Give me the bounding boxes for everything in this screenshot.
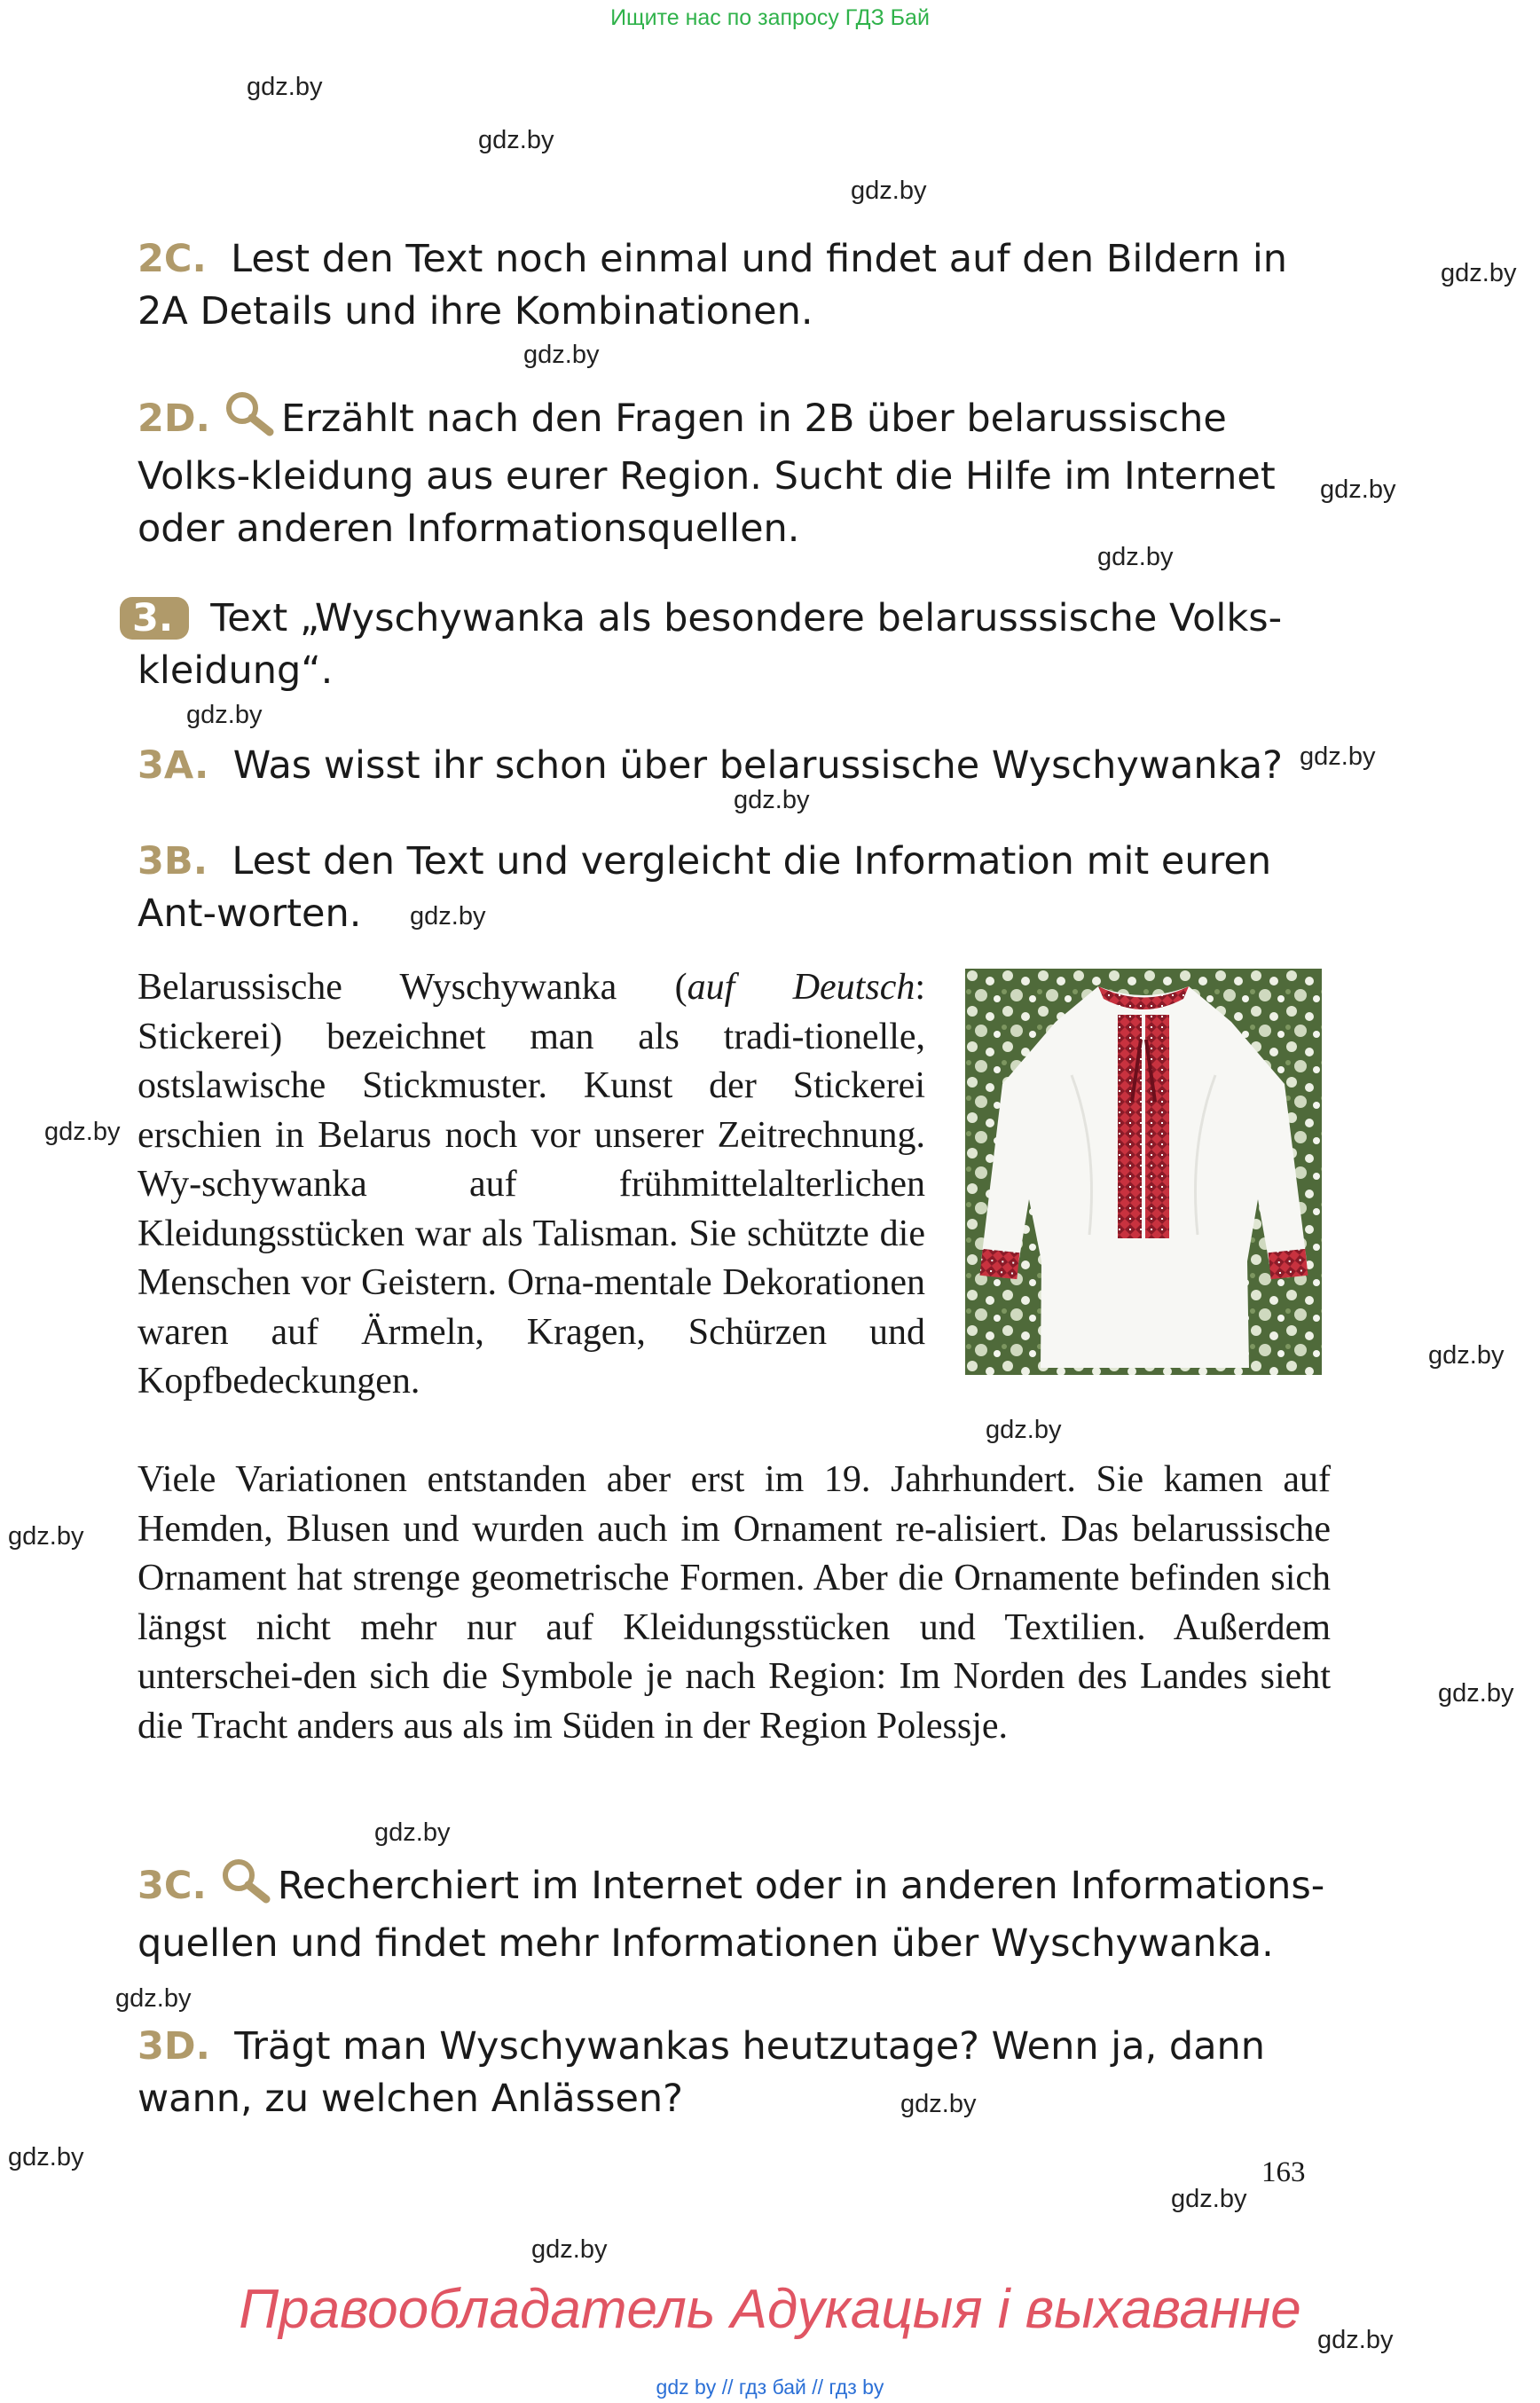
watermark: gdz.by [8,2143,84,2171]
watermark: gdz.by [115,1984,192,2013]
watermark: gdz.by [1438,1679,1514,1708]
exercise-text: Lest den Text und vergleicht die Information mit euren Ant-worten. [138,839,1272,936]
watermark: gdz.by [523,341,600,369]
copyright-footer: Правообладатель Адукацыя і выхаванне [239,2279,1301,2340]
exercise-number: 3A. [138,743,209,788]
exercise-text: Lest den Text noch einmal und findet auf den Bildern in 2A Details und ihre Kombinationen. [138,237,1288,334]
exercise-number: 3B. [138,839,208,883]
watermark: gdz.by [410,902,486,931]
article-lead: Belarussische Wyschywanka ( [138,967,688,1008]
exercise-text: Erzählt nach den Fragen in 2B über belarussische Volks-kleidung aus eurer Region. Sucht die Hilfe im Internet oder anderen Informationsquellen. [138,397,1276,551]
watermark: gdz.by [851,177,927,205]
exercise-number: 3D. [138,2024,210,2069]
exercise-2c [138,233,1331,338]
watermark: gdz.by [44,1118,121,1146]
watermark: gdz.by [1320,475,1396,504]
exercise-3b [138,836,1331,940]
page-number: 163 [1261,2156,1306,2188]
exercise-number: 2D. [138,397,210,441]
watermark: gdz.by [531,2235,608,2264]
watermark: gdz.by [8,1522,84,1551]
section-badge: 3. [120,597,189,640]
bottom-links[interactable]: gdz by // гдз бай // гдз by [656,2376,884,2399]
exercise-number: 3C. [138,1864,207,1908]
watermark: gdz.by [186,701,263,729]
exercise-text: Was wisst ihr schon über belarussische Wyschywanka? [232,743,1283,788]
exercise-text: Trägt man Wyschywankas heutzutage? Wenn ja, dann wann, zu welchen Anlässen? [138,2024,1266,2121]
watermark: gdz.by [1097,543,1174,571]
watermark: gdz.by [1428,1341,1505,1370]
magnifier-icon [223,390,276,451]
article-paragraph [138,963,925,1407]
exercise-3c [138,1857,1331,1970]
watermark: gdz.by [1317,2326,1394,2354]
article-text: : Stickerei) bezeichnet man als tradi-tionelle, ostslawische Stickmuster. Kunst der Stickerei erschien in Belarus noch vor unserer Zeitrechnung. Wy-schywanka auf frühmittelalterlichen Kleidungsstücken war als Talisman. Sie schützte die Menschen vor Geistern. Orna-mentale Dekorationen waren auf Ärmeln, Kragen, Schürzen und Kopfbedeckungen. [138,967,926,1402]
exercise-text: Recherchiert im Internet oder in anderen Informations-quellen und findet mehr Informationen über Wyschywanka. [138,1864,1325,1966]
watermark: gdz.by [478,126,554,154]
watermark: gdz.by [1171,2185,1247,2213]
magnifier-icon [219,1857,272,1918]
article-term: auf Deutsch [687,967,915,1008]
watermark: gdz.by [900,2090,977,2118]
exercise-3d [138,2021,1331,2125]
watermark: gdz.by [734,786,810,814]
top-banner[interactable]: Ищите нас по запросу ГДЗ Бай [610,5,930,30]
exercise-number: 2C. [138,237,207,281]
watermark: gdz.by [247,73,323,101]
exercise-text: Text „Wyschywanka als besondere belarusssische Volks-kleidung“. [138,596,1283,693]
watermark: gdz.by [986,1416,1062,1444]
watermark: gdz.by [374,1818,451,1847]
watermark: gdz.by [1441,259,1517,287]
exercise-2d [138,390,1331,555]
watermark: gdz.by [1300,742,1376,771]
exercise-3 [132,593,1331,697]
article-paragraph-continued: Viele Variationen entstanden aber erst im 19. Jahrhundert. Sie kamen auf Hemden, Blusen und wurden auch im Ornament re-alisiert. Das belarussische Ornament hat strenge geometrische Formen. Aber die Ornamente befinden sich längst nicht mehr nur auf Kleidungsstücken und Textilien. Außerdem unterschei-den sich die Symbole je nach Region: Im Norden des Landes sieht die Tracht anders aus als im Süden in der Region Polessje. [138,1459,1331,1747]
exercise-3a [138,740,1331,792]
wyschywanka-photo [965,969,1322,1375]
